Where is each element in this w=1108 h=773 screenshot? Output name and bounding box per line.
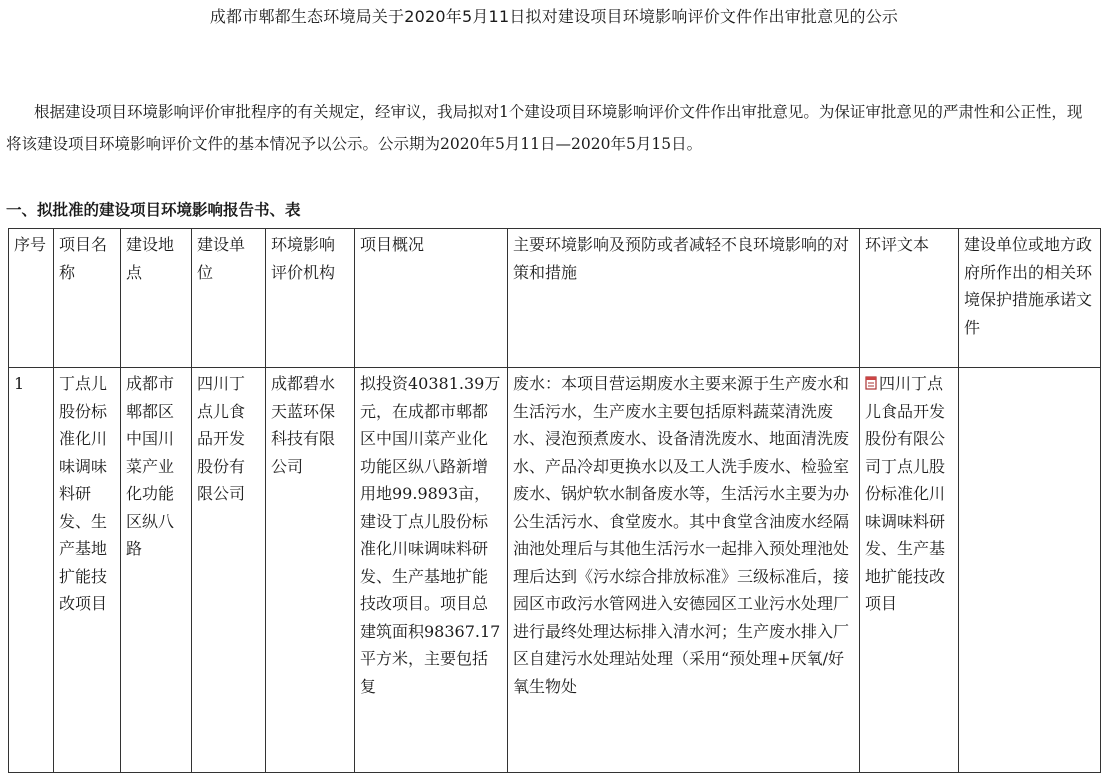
page-title: 成都市郫都生态环境局关于2020年5月11日拟对建设项目环境影响评价文件作出审批意见的公示 [209,7,899,26]
header-overview: 项目概况 [355,229,508,368]
cell-commitment [959,368,1101,773]
header-location: 建设地点 [121,229,192,368]
header-unit: 建设单位 [192,229,266,368]
section-heading: 一、拟批准的建设项目环境影响报告书、表 [6,200,301,219]
header-commitment: 建设单位或地方政府所作出的相关环境保护措施承诺文件 [959,229,1101,368]
header-impacts: 主要环境影响及预防或者减轻不良环境影响的对策和措施 [508,229,860,368]
table-row [9,368,1101,773]
table-header-row [9,229,1101,368]
header-agency: 环境影响评价机构 [266,229,355,368]
cell-location: 成都市郫都区中国川菜产业化功能区纵八路 [121,368,192,773]
document-icon [865,371,878,385]
header-doc: 环评文本 [860,229,959,368]
header-no: 序号 [9,229,54,368]
cell-overview: 拟投资40381.39万元，在成都市郫都区中国川菜产业化功能区纵八路新增用地99.9893亩，建设丁点儿股份标准化川味调味料研发、生产基地扩能技改项目。项目总建筑面积98367.17平方米，主要包括复 [355,368,508,773]
doc-link-text[interactable]: 四川丁点儿食品开发股份有限公司丁点儿股份标准化川味调味料研发、生产基地扩能技改项目 [865,374,946,613]
cell-name: 丁点儿股份标准化川味调味料研发、生产基地扩能技改项目 [54,368,121,773]
cell-impacts: 废水：本项目营运期废水主要来源于生产废水和生活污水，生产废水主要包括原料蔬菜清洗废水、浸泡预煮废水、设备清洗废水、地面清洗废水、产品冷却更换水以及工人洗手废水、检验室废水、锅炉软水制备废水等，生活污水主要为办公生活污水、食堂废水。其中食堂含油废水经隔油池处理后与其他生活污水一起排入预处理池处理后达到《污水综合排放标准》三级标准后，接园区市政污水管网进入安德园区工业污水处理厂进行最终处理达标排入清水河；生产废水排入厂区自建污水处理站处理（采用“预处理+厌氧/好氧生物处 [508,368,860,773]
cell-unit: 四川丁点儿食品开发股份有限公司 [192,368,266,773]
cell-doc[interactable] [860,368,959,773]
cell-agency: 成都碧水天蓝环保科技有限公司 [266,368,355,773]
project-table [8,228,1101,773]
cell-no: 1 [9,368,54,773]
intro-paragraph: 根据建设项目环境影响评价审批程序的有关规定，经审议，我局拟对1个建设项目环境影响评价文件作出审批意见。为保证审批意见的严肃性和公正性，现将该建设项目环境影响评价文件的基本情况予以公示。公示期为2020年5月11日—2020年5月15日。 [6,103,1083,153]
header-name: 项目名称 [54,229,121,368]
